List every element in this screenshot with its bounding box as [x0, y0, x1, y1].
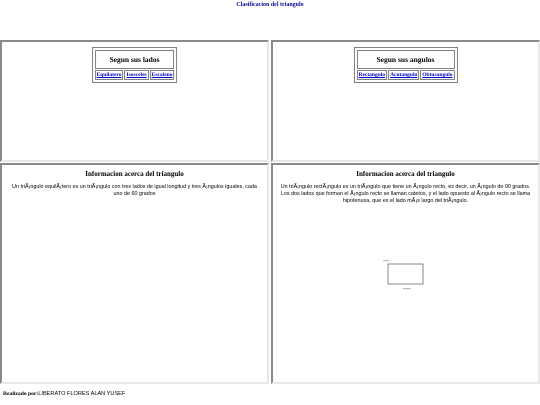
angles-menu-title: Segun sus angulos [356, 50, 454, 69]
link-isosceles[interactable]: Isosceles [126, 72, 147, 78]
sides-menu-title: Segun sus lados [95, 50, 175, 69]
info-left-title: Informacion acerca del triangulo [85, 170, 184, 178]
frame-angles-menu[interactable] [271, 40, 540, 162]
sides-menu [92, 47, 178, 83]
right-triangle-diagram [381, 258, 431, 292]
diagram-label-bottom [403, 288, 411, 289]
diagram-rectangle [388, 264, 423, 284]
footer-credit [3, 391, 125, 397]
link-acutangulo[interactable]: Acutangulo [390, 72, 418, 78]
footer-author: LIBERATO FLORES ALAN YUSEF [38, 391, 126, 397]
diagram-label-top [383, 260, 389, 261]
page-title: Clasificacion del triangulo [236, 2, 304, 8]
info-right-text: Un triÃ¡ngulo rectÃ¡ngulo es un triÃ¡ngulo que tiene un Ã¡ngulo recto, es decir, un Ã¡ngulo de 90 grados. Los dos lados que forman el Ã¡ngulo recto se llaman catetos, y el lado opuesto al Ã¡ngulo recto se llama hipotenusa, que es el lado mÃ¡s largo del triÃ¡ngulo. [280, 184, 531, 204]
link-obtusangulo[interactable]: Obtusangulo [422, 72, 453, 78]
footer-label: Realizado por: [3, 391, 39, 397]
frame-info-right[interactable] [271, 163, 540, 384]
frame-sides-menu[interactable] [0, 40, 269, 162]
info-right-title: Informacion acerca del triangulo [356, 170, 455, 178]
link-rectangulo[interactable]: Rectangulo [358, 72, 386, 78]
angles-menu [353, 47, 457, 83]
link-equilatero[interactable]: Equilatero [96, 72, 122, 78]
link-escaleno[interactable]: Escaleno [151, 72, 173, 78]
info-left-text: Un triÃ¡ngulo equilÃ¡tero es un triÃ¡ngulo con tres lados de igual longitud y tres Ã¡ngulos iguales, cada uno de 60 grados [12, 184, 257, 197]
frame-info-left[interactable] [0, 163, 269, 384]
